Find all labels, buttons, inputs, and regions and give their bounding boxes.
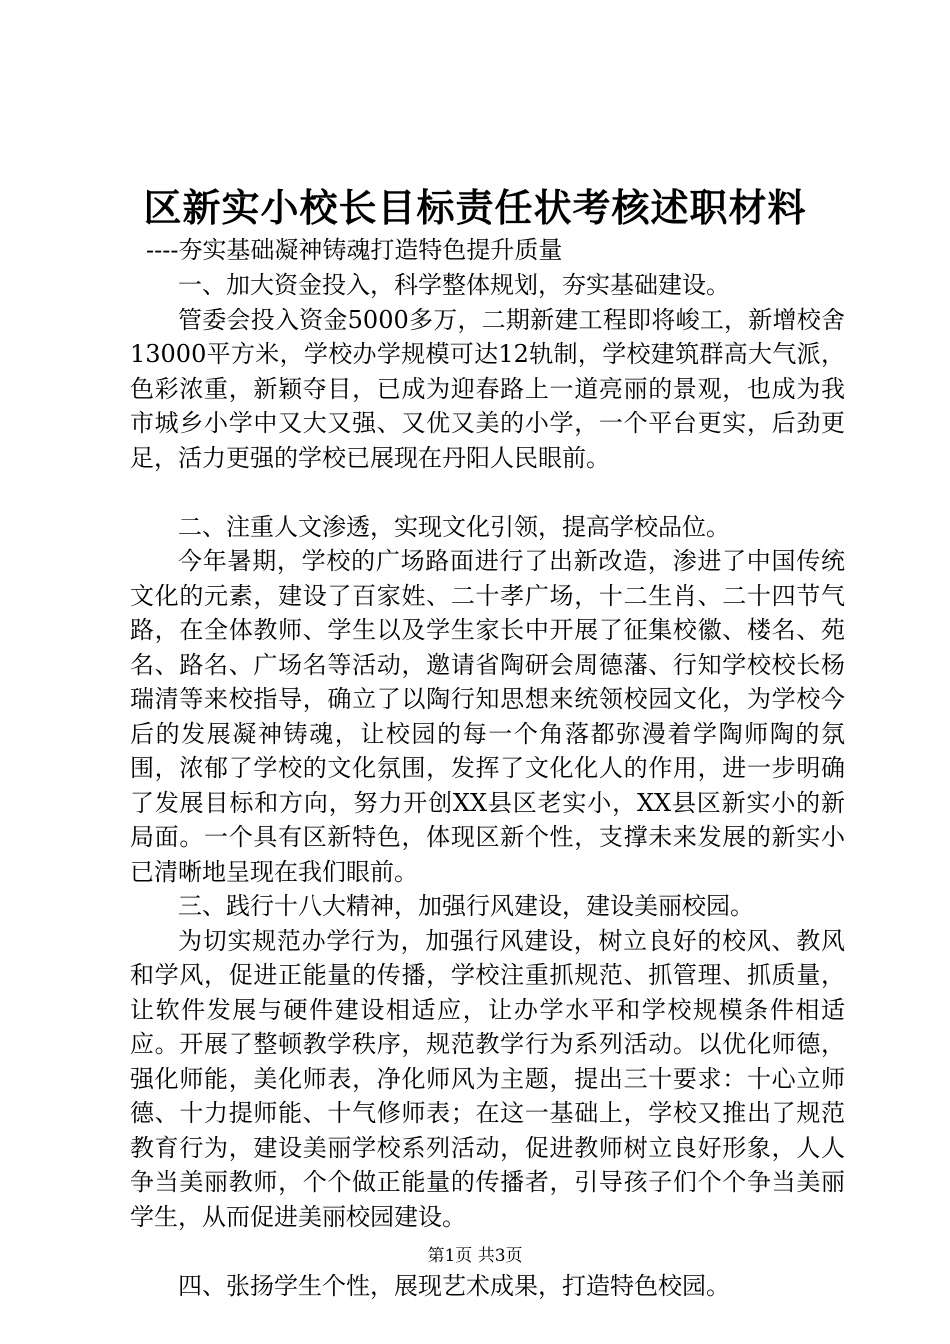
page-footer: 第1页 共3页 xyxy=(427,1246,523,1266)
paragraph-gap xyxy=(130,475,845,510)
section-1-heading: 一、加大资金投入，科学整体规划，夯实基础建设。 xyxy=(178,271,730,299)
section-4-heading: 四、张扬学生个性，展现艺术成果，打造特色校园。 xyxy=(178,1271,730,1300)
document-body xyxy=(130,268,845,1303)
section-2-body: 今年暑期，学校的广场路面进行了出新改造，渗进了中国传统文化的元素，建设了百家姓、二十孝广场，十二生肖、二十四节气路，在全体教师、学生以及学生家长中开展了征集校徽、楼名、苑名、路名、广场名等活动，邀请省陶研会周德藩、行知学校校长杨瑞清等来校指导，确立了以陶行知思想来统领校园文化，为学校今后的发展凝神铸魂，让校园的每一个角落都弥漫着学陶师陶的氛围，浓郁了学校的文化氛围，发挥了文化化人的作用，进一步明确了发展目标和方向，努力开创XX县区老实小，XX县区新实小的新局面。一个具有区新特色，体现区新个性，支撑未来发展的新实小已清晰地呈现在我们眼前。 xyxy=(130,547,845,886)
section-1-body: 管委会投入资金5000多万，二期新建工程即将峻工，新增校舍13000平方米，学校办学规模可达12轨制，学校建筑群高大气派，色彩浓重，新颖夺目，已成为迎春路上一道亮丽的景观，也成为我市城乡小学中又大又强、又优又美的小学，一个平台更实，后劲更足，活力更强的学校已展现在丹阳人民眼前。 xyxy=(130,305,845,472)
document-subtitle: ----夯实基础凝神铸魂打造特色提升质量 xyxy=(146,236,563,264)
section-3-heading: 三、践行十八大精神，加强行风建设，建设美丽校园。 xyxy=(178,892,754,920)
section-3-body: 为切实规范办学行为，加强行风建设，树立良好的校风、教风和学风，促进正能量的传播，学校注重抓规范、抓管理、抓质量，让软件发展与硬件建设相适应，让办学水平和学校规模条件相适应。开展了整顿教学秩序，规范教学行为系列活动。以优化师德，强化师能，美化师表，净化师风为主题，提出三十要求：十心立师德、十力提师能、十气修师表；在这一基础上，学校又推出了规范教育行为，建设美丽学校系列活动，促进教师树立良好形象，人人争当美丽教师，个个做正能量的传播者，引导孩子们个个争当美丽学生，从而促进美丽校园建设。 xyxy=(130,926,845,1231)
document-title: 区新实小校长目标责任状考核述职材料 xyxy=(143,185,807,230)
section-2-heading: 二、注重人文渗透，实现文化引领，提高学校品位。 xyxy=(178,512,730,541)
